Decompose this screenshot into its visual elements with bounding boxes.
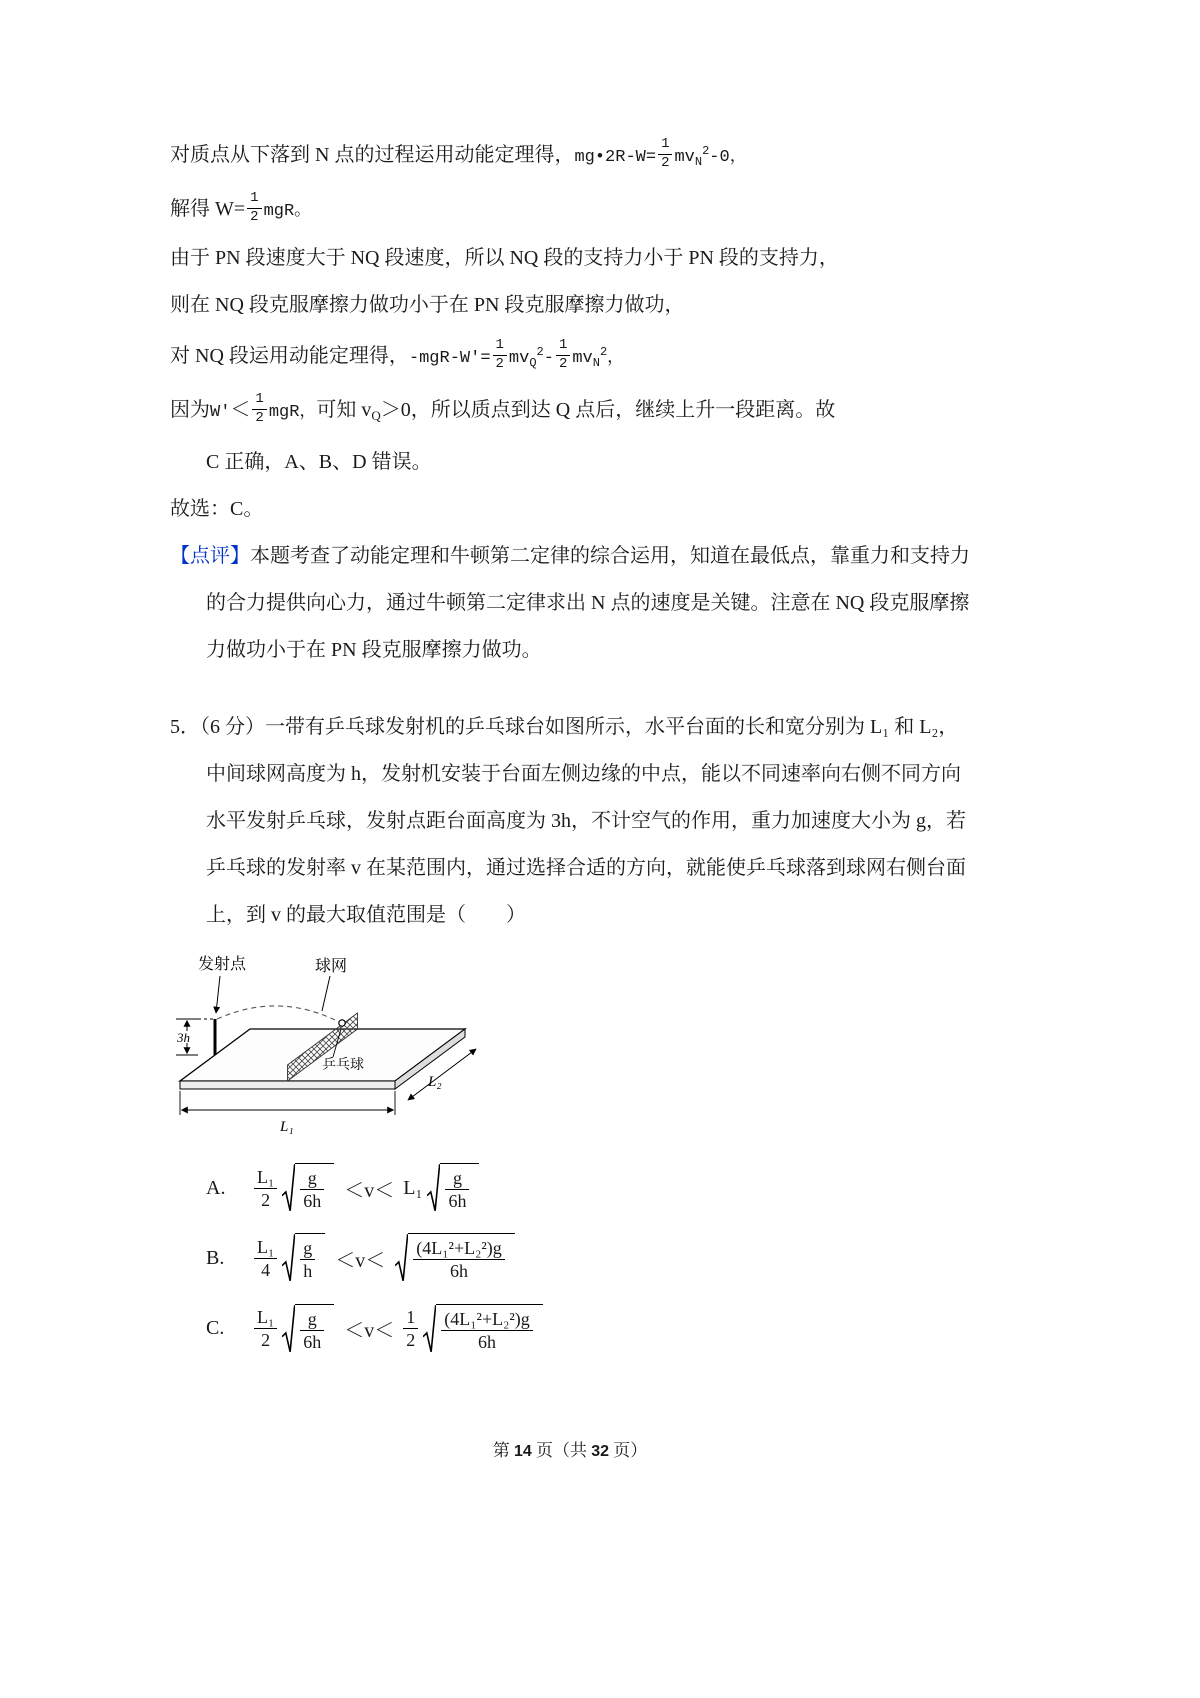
solution-comment <box>170 533 970 674</box>
coefficient-l1: L₁ <box>403 1176 423 1199</box>
comment-text: 本题考查了动能定理和牛顿第二定律的综合运用，知道在最低点，靠重力和支持力的合力提供向心力，通过牛顿第二定律求出 N 点的速度是关键。注意在 NQ 段克服摩擦力做功小于在 PN 段克服摩擦力做功。 <box>206 545 970 661</box>
fraction-numerator: g <box>300 1167 324 1190</box>
sqrt-g-over-6h <box>427 1163 479 1213</box>
solution-line-3 <box>170 235 970 282</box>
formula-part: -0， <box>709 148 747 167</box>
solution-line-7-text: C 正确，A、B、D 错误。 <box>206 451 432 473</box>
question-number: 5．（6 分） <box>170 716 265 738</box>
l2-label: L₂ <box>428 1074 442 1090</box>
footer-total-pages: 32 <box>591 1443 610 1460</box>
solution-line-6-post: ＞0，所以质点到达 Q 点后，继续上升一段距离。故 <box>380 399 836 421</box>
superscript: 2 <box>536 345 544 359</box>
solution-line-5 <box>170 329 970 387</box>
option-b-label: B. <box>206 1246 225 1269</box>
formula-part: -mgR-W′ <box>408 349 481 368</box>
page-content <box>170 128 970 1374</box>
question-5-paragraph <box>170 704 970 939</box>
formula-part: mg•2R-W= <box>574 148 657 167</box>
subscript: Q <box>371 408 381 423</box>
footer-page-number: 14 <box>513 1443 532 1460</box>
net-pointer-line <box>322 976 330 1011</box>
radical-sign <box>395 1233 408 1283</box>
less-than-sign: ＜ <box>230 399 251 421</box>
option-c-label: C. <box>206 1317 225 1340</box>
fraction-denominator: 6h <box>448 1191 467 1212</box>
radicand <box>436 1304 542 1354</box>
fraction-denominator: 6h <box>478 1331 497 1352</box>
fraction-numerator: (4L₁²+L₂²)g <box>413 1237 504 1260</box>
solution-line-4 <box>170 282 970 329</box>
option-b <box>206 1233 970 1283</box>
radical-sign <box>427 1163 440 1213</box>
sqrt-combined-expression <box>395 1233 514 1283</box>
fraction-l1-over-2 <box>254 1306 277 1351</box>
fraction-numerator: 1 <box>247 190 261 209</box>
fraction-numerator: 1 <box>556 337 570 356</box>
formula-part: mv <box>572 349 593 368</box>
launch-point-label: 发射点 <box>198 956 247 973</box>
fraction-denominator: 2 <box>495 356 504 373</box>
fraction-one-half <box>252 391 266 427</box>
superscript: 2 <box>702 144 710 158</box>
solution-line-6-pre: 因为 <box>170 399 210 421</box>
fraction-numerator: L₁ <box>254 1166 277 1189</box>
solution-line-4-text: 则在 NQ 段克服摩擦力做功小于在 PN 段克服摩擦力做功， <box>170 294 685 316</box>
sqrt-g-over-6h <box>282 1304 334 1354</box>
radical-sign <box>282 1233 295 1283</box>
radicand <box>295 1233 325 1283</box>
solution-answer: 故选：C。 <box>170 498 264 520</box>
formula-work-result <box>245 190 312 226</box>
formula-half-mgr <box>250 391 317 427</box>
inequality-chain: ＜v＜ <box>344 1179 395 1202</box>
formula-energy-theorem-nq <box>408 337 625 373</box>
inequality-chain: ＜v＜ <box>344 1320 395 1343</box>
formula-part: mv <box>674 148 695 167</box>
radical-sign <box>282 1163 295 1213</box>
footer-text: 页（共 <box>531 1441 592 1460</box>
answer-options <box>170 1163 970 1354</box>
fraction-g-over-h <box>300 1237 315 1282</box>
superscript: 2 <box>599 345 608 359</box>
radicand <box>440 1163 479 1213</box>
solution-line-2 <box>170 186 970 235</box>
fraction-denominator: 4 <box>261 1259 271 1280</box>
solution-line-6 <box>170 387 970 439</box>
pingpong-ball <box>339 1020 345 1026</box>
option-a <box>206 1163 970 1213</box>
fraction-one-half <box>403 1306 418 1351</box>
l1-label: L₁ <box>280 1119 294 1135</box>
sqrt-g-over-6h <box>282 1163 334 1213</box>
fraction-numerator: 1 <box>252 391 266 410</box>
fraction-numerator: g <box>300 1308 324 1331</box>
solution-line-6-mid: 可知 v <box>316 399 372 421</box>
question-diagram <box>170 953 970 1159</box>
fraction-one-half <box>658 136 672 172</box>
pingpong-table-figure <box>170 953 510 1153</box>
page-footer <box>170 1436 970 1461</box>
fraction-denominator: 6h <box>303 1331 322 1352</box>
question-text: 一带有乒乓球发射机的乒乓球台如图所示，水平台面的长和宽分别为 L₁ 和 L₂，中间球网高度为 h，发射机安装于台面左侧边缘的中点，能以不同速率向右侧不同方向水平发射乒乓球，发射点距台面高度为 3h，不计空气的作用，重力加速度大小为 g，若乒乓球的发射率 v 在某范围内，通过选择合适的方向，就能使乒乓球落到球网右侧台面上，到 v 的最大取值范围是（ ） <box>206 716 966 926</box>
fraction-numerator: L₁ <box>254 1306 277 1329</box>
formula-part: ， <box>607 349 625 368</box>
comment-tag: 【点评】 <box>170 545 250 567</box>
radical-sign <box>423 1304 436 1354</box>
fraction-denominator: 2 <box>661 155 670 172</box>
subscript: Q <box>529 356 537 370</box>
fraction-denominator: 2 <box>558 356 568 373</box>
launch-pointer-arrow <box>216 976 220 1013</box>
fraction-denominator: 6h <box>450 1261 469 1282</box>
subscript: N <box>694 155 703 169</box>
fraction-one-half <box>247 190 261 226</box>
fraction-numerator: (4L₁²+L₂²)g <box>441 1308 532 1331</box>
footer-text: 页） <box>609 1441 648 1460</box>
fraction-l1-over-4 <box>254 1236 277 1281</box>
ball-label: 乒乓球 <box>322 1058 364 1073</box>
fraction-denominator: 2 <box>406 1330 416 1351</box>
fraction-denominator: 2 <box>250 209 259 226</box>
formula-part: = <box>480 349 491 368</box>
solution-line-1-text: 对质点从下落到 N 点的过程运用动能定理得， <box>170 144 575 166</box>
formula-part: mgR， <box>268 403 317 422</box>
table-front-edge <box>180 1081 395 1089</box>
formula-part: mv <box>508 349 530 368</box>
sqrt-combined-expression <box>423 1304 542 1354</box>
subscript: N <box>592 356 600 370</box>
height-3h-label: 3h <box>177 1030 190 1045</box>
fraction-one-half <box>556 337 570 373</box>
fraction-denominator: 6h <box>303 1191 322 1212</box>
option-c <box>206 1304 970 1354</box>
solution-line-7 <box>170 439 970 486</box>
solution-line-8 <box>170 486 970 533</box>
fraction-numerator: 1 <box>493 337 507 356</box>
solution-line-3-text: 由于 PN 段速度大于 NQ 段速度，所以 NQ 段的支持力小于 PN 段的支持力， <box>170 247 839 269</box>
formula-part: mgR。 <box>263 202 312 221</box>
formula-part: W′ <box>210 403 231 422</box>
radicand <box>295 1304 334 1354</box>
fraction-combined <box>441 1308 532 1353</box>
fraction-combined <box>413 1237 504 1282</box>
fraction-numerator: g <box>445 1167 469 1190</box>
solution-line-2-text: 解得 W= <box>170 198 246 220</box>
radical-sign <box>282 1304 295 1354</box>
fraction-denominator: 2 <box>255 410 264 427</box>
fraction-denominator: 2 <box>261 1189 271 1210</box>
formula-part: - <box>543 349 554 368</box>
fraction-denominator: 2 <box>261 1330 271 1351</box>
solution-line-5-text: 对 NQ 段运用动能定理得， <box>170 345 409 367</box>
fraction-l1-over-2 <box>254 1166 277 1211</box>
fraction-g-over-6h <box>300 1308 324 1353</box>
formula-w-prime-inequality <box>210 403 230 422</box>
radicand <box>295 1163 334 1213</box>
fraction-numerator: L₁ <box>254 1236 277 1259</box>
fraction-denominator: h <box>303 1261 313 1282</box>
formula-energy-theorem-n <box>574 136 747 172</box>
radicand <box>408 1233 514 1283</box>
fraction-g-over-6h <box>300 1167 324 1212</box>
footer-text: 第 <box>492 1441 514 1460</box>
fraction-one-half <box>493 337 507 373</box>
inequality-chain: ＜v＜ <box>335 1249 386 1272</box>
option-a-label: A. <box>206 1176 226 1199</box>
solution-line-1 <box>170 128 970 186</box>
net-label: 球网 <box>315 958 348 975</box>
fraction-g-over-6h <box>445 1167 469 1212</box>
fraction-numerator: 1 <box>658 136 672 155</box>
fraction-numerator: 1 <box>403 1306 418 1329</box>
sqrt-g-over-h <box>282 1233 325 1283</box>
fraction-numerator: g <box>300 1237 315 1260</box>
